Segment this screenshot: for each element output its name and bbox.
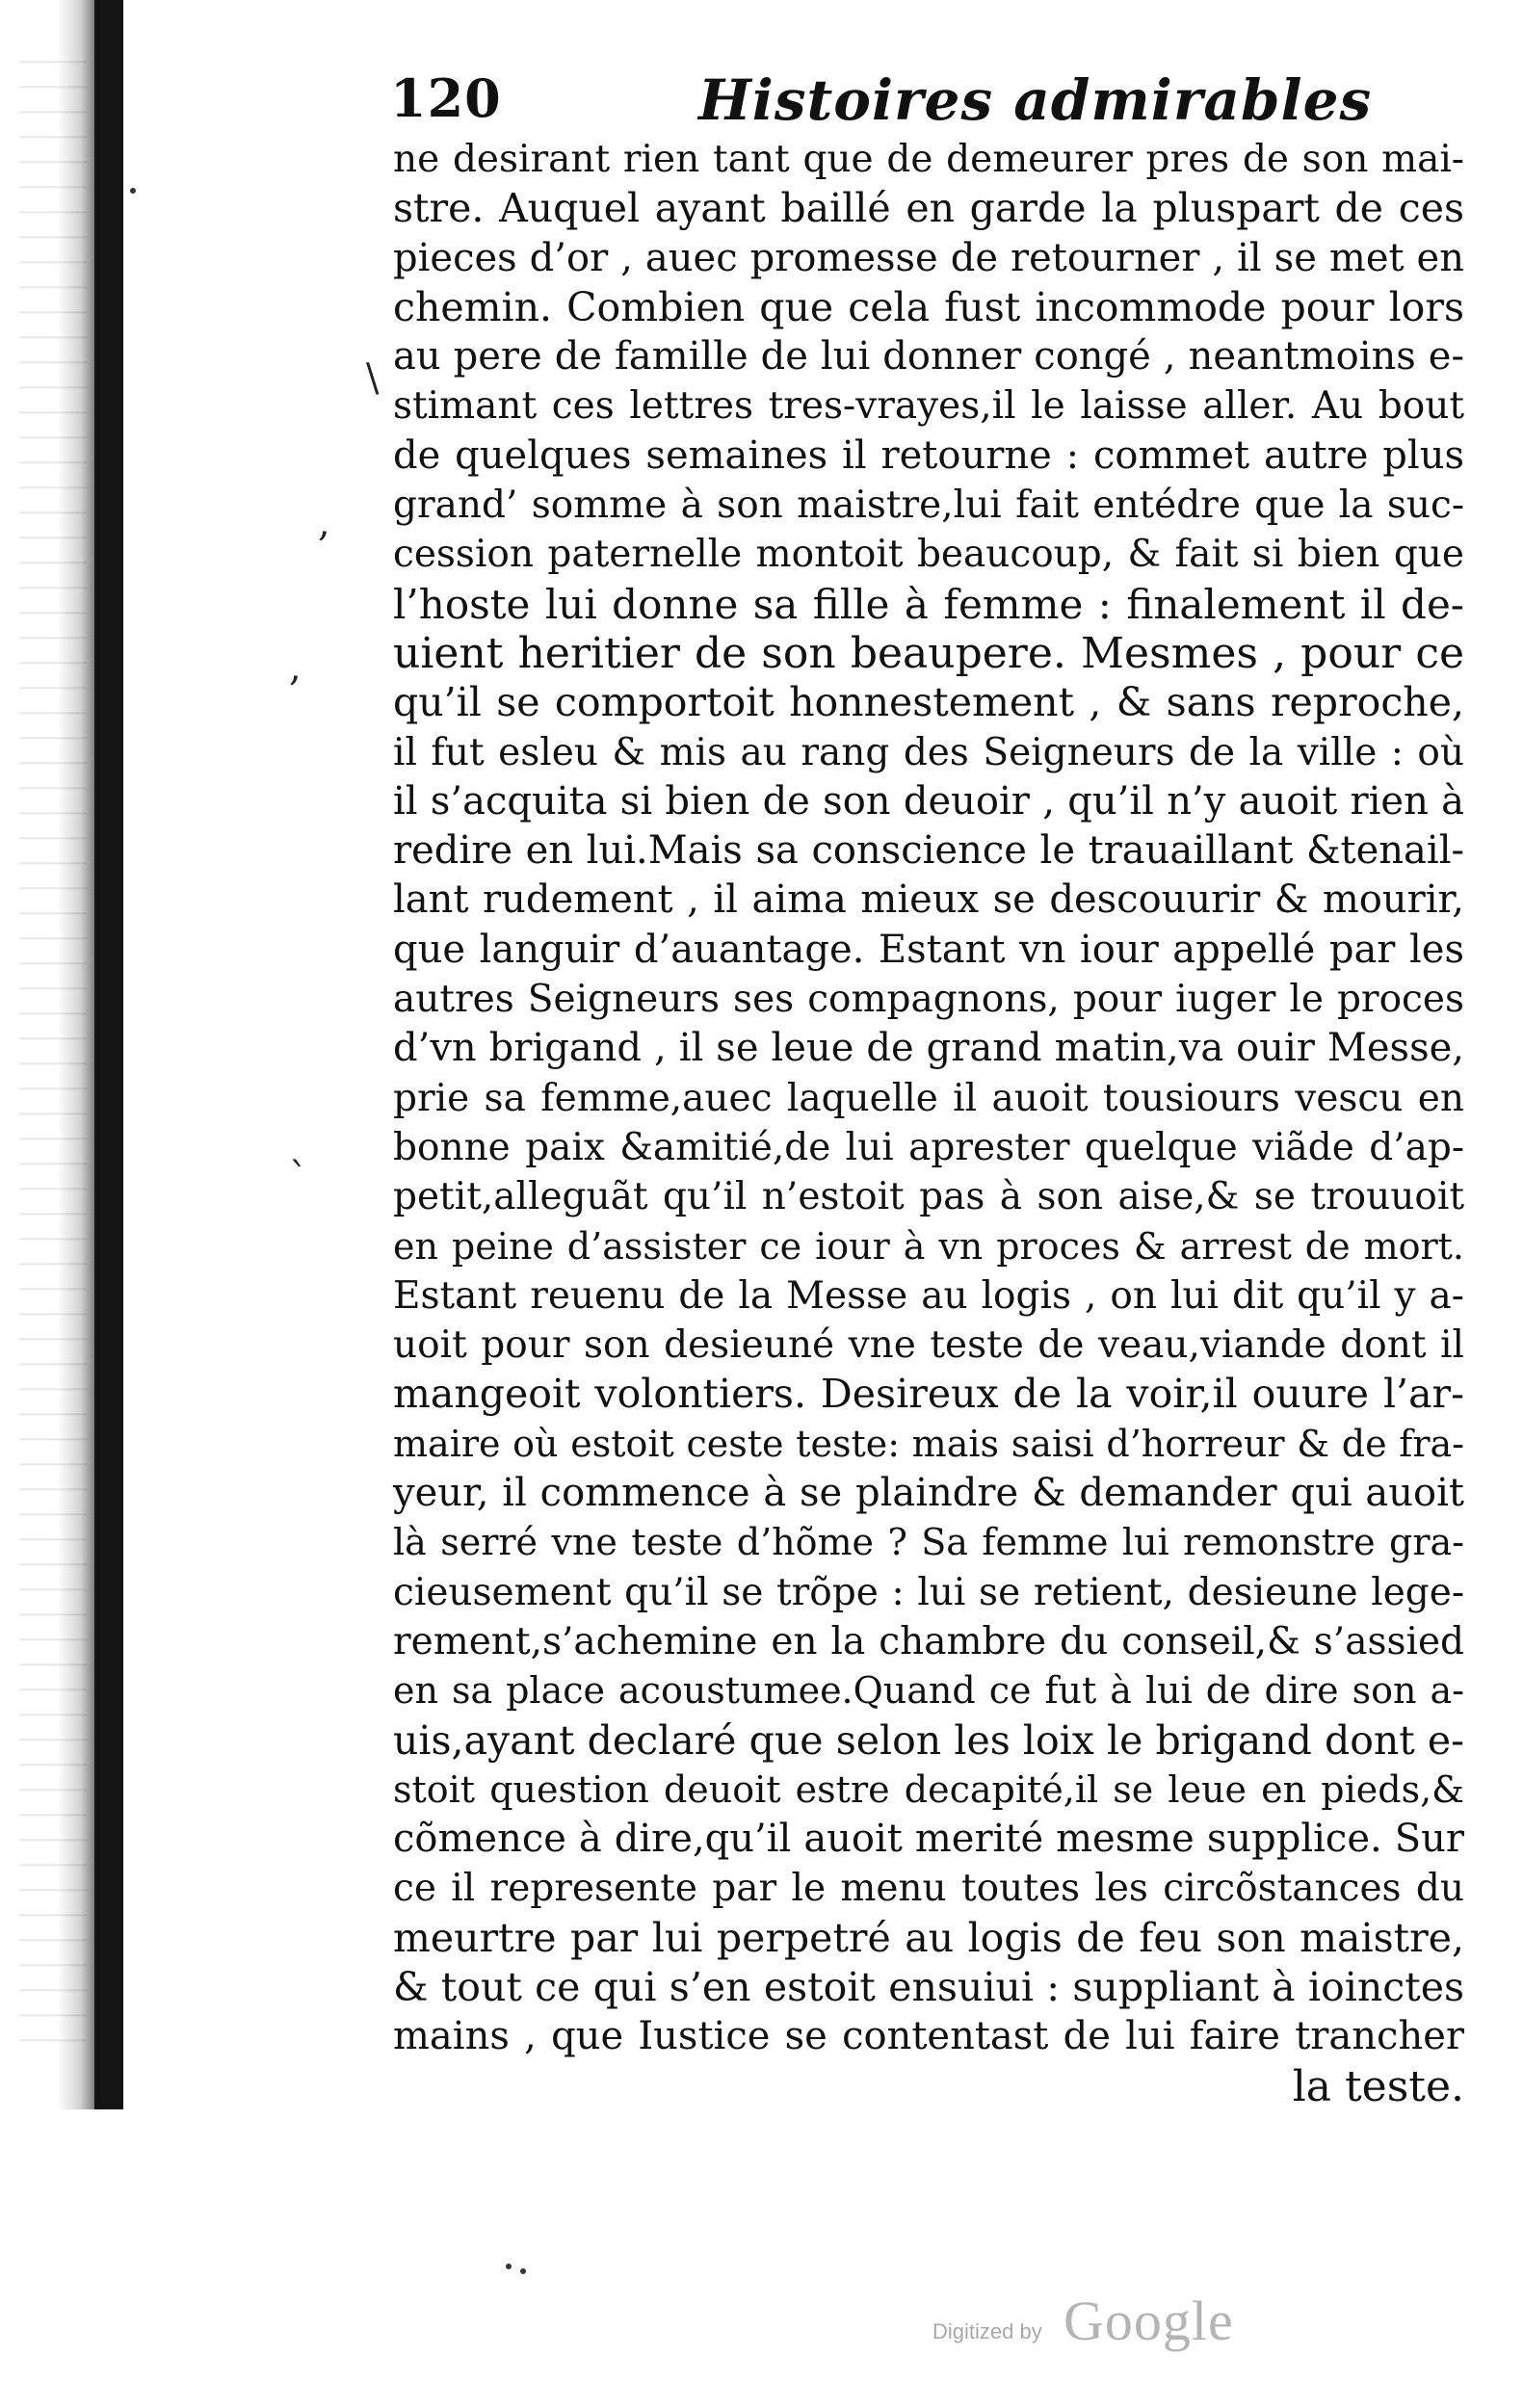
margin-mark: ` <box>289 1156 308 1200</box>
text-line: bonne paix &amitié,de lui aprester quelque viãde d’ap- <box>393 1125 1464 1169</box>
margin-mark: , <box>289 645 302 690</box>
text-line: qu’il se comportoit honnestement , & sans reproche, <box>393 679 1464 726</box>
text-line: que languir d’auantage. Estant vn iour appellé par les <box>393 927 1464 972</box>
text-line: cession paternelle montoit beaucoup, & fait si bien que <box>393 533 1464 577</box>
digitized-by-google-watermark <box>932 2285 1260 2352</box>
text-line: mains , que Iustice se contentast de lui faire trancher <box>393 2014 1464 2059</box>
text-line: pieces d’or , auec promesse de retourner , il se met en <box>393 235 1464 280</box>
text-line: l’hoste lui donne sa fille à femme : finalement il de- <box>393 580 1464 628</box>
text-line: prie sa femme,auec laquelle il auoit tousiours vescu en <box>393 1076 1464 1120</box>
text-line: cieusement qu’il se trõpe : lui se retient, desieune lege- <box>393 1570 1464 1614</box>
text-line: stoit question deuoit estre decapité,il se leue en pieds,& <box>393 1767 1464 1811</box>
page-number: 120 <box>390 67 502 129</box>
text-line: redire en lui.Mais sa conscience le trauaillant &tenail- <box>393 828 1464 874</box>
gutter-bar <box>94 0 123 2109</box>
margin-speck <box>520 2268 526 2274</box>
text-line: ne desirant rien tant que de demeurer pres de son mai- <box>393 138 1464 181</box>
text-line: lant rudement , il aima mieux se descouurir & mourir, <box>393 877 1464 923</box>
margin-mark: , <box>318 501 330 545</box>
text-line: uient heritier de son beaupere. Mesmes , pour ce <box>393 628 1464 678</box>
page-header <box>390 67 1469 144</box>
binding-gutter <box>0 0 135 2119</box>
text-line: mangeoit volontiers. Desireux de la voir,il ouure l’ar- <box>393 1371 1464 1418</box>
text-line: uis,ayant declaré que selon les loix le brigand dont e- <box>393 1716 1464 1764</box>
text-line: maire où estoit ceste teste: mais saisi d’horreur & de fra- <box>393 1422 1464 1465</box>
text-line: rement,s’achemine en la chambre du conseil,& s’assied <box>393 1619 1464 1663</box>
text-line: là serré vne teste d’hõme ? Sa femme lui remonstre gra- <box>393 1521 1464 1564</box>
gutter-shadow <box>58 0 96 2109</box>
margin-mark: \ <box>366 356 380 401</box>
text-line: petit,alleguãt qu’il n’estoit pas à son aise,& se trouuoit <box>393 1175 1464 1219</box>
text-line: il s’acquita si bien de son deuoir , qu’il n’y auoit rien à <box>393 778 1464 824</box>
text-line: chemin. Combien que cela fust incommode pour lors <box>393 283 1464 330</box>
text-line: en sa place acoustumee.Quand ce fut à lui de dire son a- <box>393 1669 1464 1713</box>
text-line: & tout ce qui s’en estoit ensuiui : suppliant à ioinctes <box>393 1963 1464 2010</box>
running-title: Histoires admirables <box>698 67 1373 133</box>
text-line: stimant ces lettres tres-vrayes,il le laisse aller. Au bout <box>393 384 1464 429</box>
text-line: yeur, il commence à se plaindre & demander qui auoit <box>393 1471 1464 1516</box>
body-text <box>393 135 1464 2111</box>
text-line: de quelques semaines il retourne : commet autre plus <box>393 432 1464 478</box>
text-line: la teste. <box>1292 2061 1464 2111</box>
margin-speck <box>130 188 136 194</box>
text-line: il fut esleu & mis au rang des Seigneurs de la ville : où <box>393 730 1464 774</box>
text-line: en peine d’assister ce iour à vn proces & arrest de mort. <box>393 1224 1464 1268</box>
text-line: Estant reuenu de la Messe au logis , on lui dit qu’il y a- <box>393 1273 1464 1318</box>
text-line: cõmence à dire,qu’il auoit merité mesme supplice. Sur <box>393 1817 1464 1862</box>
watermark-google-logo: Google <box>1063 2290 1234 2352</box>
text-line: d’vn brigand , il se leue de grand matin,va ouir Messe, <box>393 1026 1464 1071</box>
text-line: uoit pour son desieuné vne teste de veau,viande dont il <box>393 1323 1464 1368</box>
text-line: ce il represente par le menu toutes les circõstances du <box>393 1867 1464 1911</box>
text-line: au pere de famille de lui donner congé , neantmoins e- <box>393 334 1464 380</box>
margin-speck <box>506 2264 512 2269</box>
text-line: autres Seigneurs ses compagnons, pour iuger le proces <box>393 978 1464 1022</box>
text-line: meurtre par lui perpetré au logis de feu son maistre, <box>393 1914 1464 1961</box>
watermark-digitized-by: Digitized by <box>932 2319 1042 2343</box>
text-line: grand’ somme à son maistre,lui fait entédre que la suc- <box>393 484 1464 528</box>
text-line: stre. Auquel ayant baillé en garde la pluspart de ces <box>393 185 1464 232</box>
